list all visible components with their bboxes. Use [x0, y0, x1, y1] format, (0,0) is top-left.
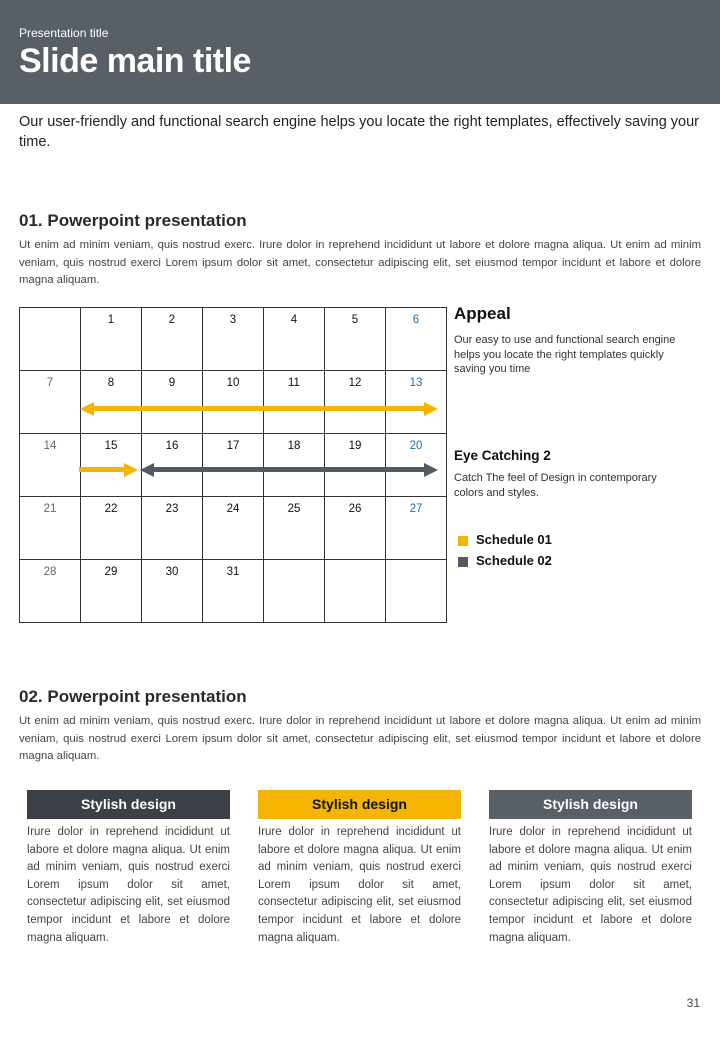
- calendar-row: [20, 434, 447, 497]
- calendar-day: 14: [20, 434, 81, 497]
- calendar-day: 7: [20, 371, 81, 434]
- calendar-day: 13: [386, 371, 447, 434]
- calendar-day: [20, 308, 81, 371]
- calendar-day: 12: [325, 371, 386, 434]
- calendar-day: 3: [203, 308, 264, 371]
- legend-label: Schedule 02: [476, 553, 552, 568]
- calendar-day: [264, 560, 325, 623]
- calendar-day: 15: [81, 434, 142, 497]
- presentation-title: Presentation title: [19, 26, 109, 40]
- calendar-day: 2: [142, 308, 203, 371]
- calendar-day: 21: [20, 497, 81, 560]
- calendar-day: 1: [81, 308, 142, 371]
- calendar-day: [386, 560, 447, 623]
- schedule-01-arrow-head-right: [424, 402, 438, 416]
- calendar-day: 20: [386, 434, 447, 497]
- calendar-day: 5: [325, 308, 386, 371]
- calendar-day: 18: [264, 434, 325, 497]
- legend-label: Schedule 01: [476, 532, 552, 547]
- calendar: [19, 307, 447, 623]
- schedule-01-arrow-head-right: [124, 463, 138, 477]
- calendar-day: 24: [203, 497, 264, 560]
- calendar-day: 16: [142, 434, 203, 497]
- calendar-day: 11: [264, 371, 325, 434]
- calendar-day: 4: [264, 308, 325, 371]
- intro-text: Our user-friendly and functional search engine helps you locate the right templates, effectively saving your time.: [19, 114, 699, 150]
- calendar-day: 28: [20, 560, 81, 623]
- card-3-header: Stylish design: [489, 790, 692, 819]
- schedule-02-bar: [152, 467, 425, 472]
- header-banner: [0, 0, 720, 104]
- legend-swatch-schedule-02: [458, 557, 468, 567]
- schedule-01-bar: [92, 406, 425, 411]
- card-3-body: Irure dolor in reprehend incididunt ut labore et dolore magna aliqua. Ut enim ad minim veniam, quis nostrud exerci Lorem ipsum dolor sit amet, consectetur adipiscing elit, set eiusmod tempor incidunt et labore et dolore magna aliquam.: [489, 826, 692, 944]
- calendar-day: 22: [81, 497, 142, 560]
- section-1-body: Ut enim ad minim veniam, quis nostrud exerc. Irure dolor in reprehend incididunt ut labore et dolore magna aliqua. Ut enim ad minim veniam, quis nostrud exerci Lorem ipsum dolor sit amet, consectetur adipiscing elit, set eiusmod tempor incidunt et labore et dolore magna aliquam.: [19, 239, 701, 286]
- eye-catching-text: Catch The feel of Design in contemporary colors and styles.: [454, 472, 657, 499]
- calendar-day: 26: [325, 497, 386, 560]
- calendar-day: 8: [81, 371, 142, 434]
- appeal-text: Our easy to use and functional search engine helps you locate the right templates quickly saving you time: [454, 334, 676, 375]
- section-1-title: 01. Powerpoint presentation: [19, 211, 247, 230]
- card-2-body: Irure dolor in reprehend incididunt ut labore et dolore magna aliqua. Ut enim ad minim veniam, quis nostrud exerci Lorem ipsum dolor sit amet, consectetur adipiscing elit, set eiusmod tempor incidunt et labore et dolore magna aliquam.: [258, 826, 461, 944]
- eye-catching-title: Eye Catching 2: [454, 448, 551, 463]
- calendar-day: 25: [264, 497, 325, 560]
- calendar-day: 19: [325, 434, 386, 497]
- schedule-02-arrow-head-right: [424, 463, 438, 477]
- appeal-title: Appeal: [454, 304, 511, 323]
- calendar-day: 27: [386, 497, 447, 560]
- calendar-day: [325, 560, 386, 623]
- calendar-day: 9: [142, 371, 203, 434]
- calendar-day: 23: [142, 497, 203, 560]
- card-1-header: Stylish design: [27, 790, 230, 819]
- calendar-day: 30: [142, 560, 203, 623]
- card-1-body: Irure dolor in reprehend incididunt ut labore et dolore magna aliqua. Ut enim ad minim veniam, quis nostrud exerci Lorem ipsum dolor sit amet, consectetur adipiscing elit, set eiusmod tempor incidunt et labore et dolore magna aliquam.: [27, 826, 230, 944]
- legend-swatch-schedule-01: [458, 536, 468, 546]
- page-number: 31: [686, 996, 700, 1010]
- calendar-day: 31: [203, 560, 264, 623]
- calendar-row: [20, 308, 447, 371]
- schedule-01-bar-short: [79, 467, 126, 472]
- section-2-title: 02. Powerpoint presentation: [19, 687, 247, 706]
- calendar-day: 10: [203, 371, 264, 434]
- calendar-day: 6: [386, 308, 447, 371]
- card-2-header: Stylish design: [258, 790, 461, 819]
- calendar-row: [20, 497, 447, 560]
- section-2-body: Ut enim ad minim veniam, quis nostrud exerc. Irure dolor in reprehend incididunt ut labore et dolore magna aliqua. Ut enim ad minim veniam, quis nostrud exerci Lorem ipsum dolor sit amet, consectetur adipiscing elit, set eiusmod tempor incidunt et labore et dolore magna aliquam.: [19, 715, 701, 762]
- slide-main-title: Slide main title: [19, 42, 251, 80]
- calendar-day: 29: [81, 560, 142, 623]
- calendar-row: [20, 560, 447, 623]
- calendar-day: 17: [203, 434, 264, 497]
